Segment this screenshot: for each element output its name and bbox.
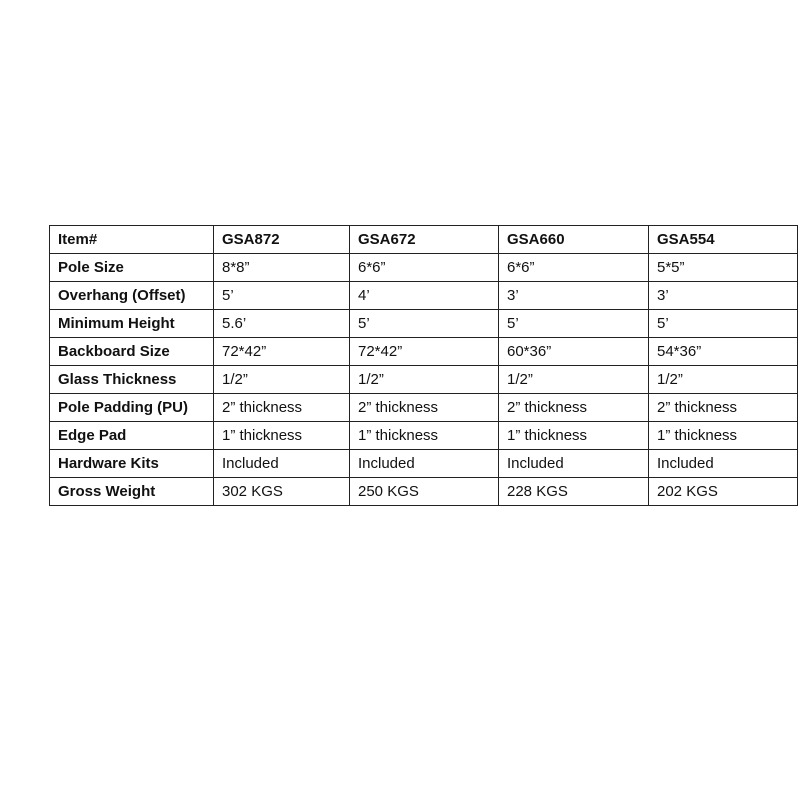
table-cell: 3’: [499, 282, 649, 310]
table-cell: Included: [350, 450, 499, 478]
table-cell: 72*42”: [214, 338, 350, 366]
table-cell: Included: [649, 450, 798, 478]
row-label: Hardware Kits: [50, 450, 214, 478]
table-cell: 6*6”: [499, 254, 649, 282]
table-cell: 2” thickness: [350, 394, 499, 422]
table-row: [50, 422, 798, 450]
table-cell: 1/2”: [649, 366, 798, 394]
table-cell: 302 KGS: [214, 478, 350, 506]
table-cell: 5*5”: [649, 254, 798, 282]
table-cell: 250 KGS: [350, 478, 499, 506]
header-cell-model: GSA872: [214, 226, 350, 254]
table-cell: 60*36”: [499, 338, 649, 366]
table-cell: 1” thickness: [214, 422, 350, 450]
row-label: Edge Pad: [50, 422, 214, 450]
table-cell: 1” thickness: [350, 422, 499, 450]
table-cell: 5.6’: [214, 310, 350, 338]
table-cell: 202 KGS: [649, 478, 798, 506]
row-label: Pole Padding (PU): [50, 394, 214, 422]
table-cell: 1/2”: [214, 366, 350, 394]
spec-table: [49, 225, 798, 506]
table-cell: 2” thickness: [214, 394, 350, 422]
table-cell: 1/2”: [350, 366, 499, 394]
table-row: [50, 478, 798, 506]
row-label: Minimum Height: [50, 310, 214, 338]
row-label: Overhang (Offset): [50, 282, 214, 310]
table-row: [50, 394, 798, 422]
header-cell-item: Item#: [50, 226, 214, 254]
table-cell: 228 KGS: [499, 478, 649, 506]
header-cell-model: GSA554: [649, 226, 798, 254]
table-cell: Included: [214, 450, 350, 478]
row-label: Gross Weight: [50, 478, 214, 506]
table-cell: 1” thickness: [499, 422, 649, 450]
row-label: Backboard Size: [50, 338, 214, 366]
table-cell: 4’: [350, 282, 499, 310]
table-cell: 5’: [649, 310, 798, 338]
table-cell: 54*36”: [649, 338, 798, 366]
table-row: [50, 338, 798, 366]
table-cell: 1/2”: [499, 366, 649, 394]
table-cell: 72*42”: [350, 338, 499, 366]
table-header-row: [50, 226, 798, 254]
table-cell: 2” thickness: [499, 394, 649, 422]
table-cell: 1” thickness: [649, 422, 798, 450]
table-cell: 8*8”: [214, 254, 350, 282]
row-label: Pole Size: [50, 254, 214, 282]
table-row: [50, 310, 798, 338]
table-cell: 5’: [350, 310, 499, 338]
table-cell: Included: [499, 450, 649, 478]
header-cell-model: GSA672: [350, 226, 499, 254]
table-cell: 2” thickness: [649, 394, 798, 422]
table-cell: 6*6”: [350, 254, 499, 282]
table-cell: 5’: [214, 282, 350, 310]
table-row: [50, 282, 798, 310]
table-row: [50, 366, 798, 394]
header-cell-model: GSA660: [499, 226, 649, 254]
table-cell: 5’: [499, 310, 649, 338]
table-row: [50, 450, 798, 478]
table-cell: 3’: [649, 282, 798, 310]
row-label: Glass Thickness: [50, 366, 214, 394]
table-row: [50, 254, 798, 282]
